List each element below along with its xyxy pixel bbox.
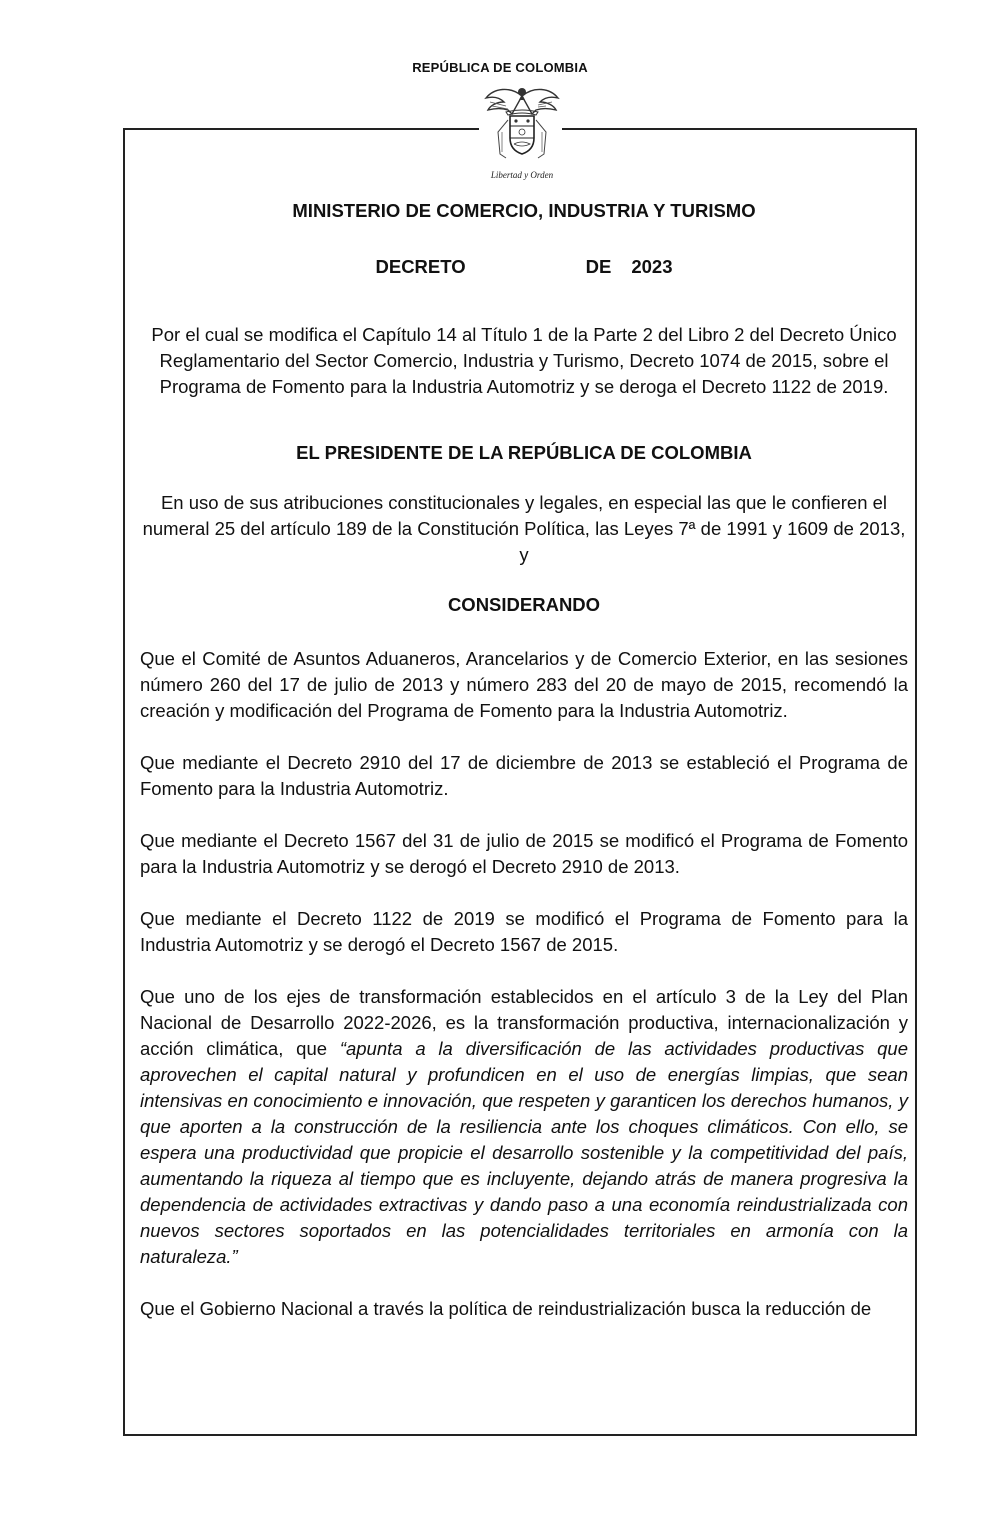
considerando-paragraph-1: Que el Comité de Asuntos Aduaneros, Arancelarios y de Comercio Exterior, en las sesiones número 260 del 17 de julio de 2013 y número 283 del 20 de mayo de 2015, recomendó la creación y modificación del Programa de Fomento para la Industria Automotriz. [140, 648, 908, 721]
paragraph-5-quote: “apunta a la diversificación de las actividades productivas que aprovechen el capital natural y profundicen en el uso de energías limpias, que sean intensivas en conocimiento e innovación, que respeten y garanticen los derechos humanos, y que aporten a la construcción de la resiliencia ante los choques climáticos. Con ello, se espera una productividad que propicie el desarrollo sostenible y la competitividad del país, aumentando la riqueza al tiempo que es incluyente, dejando atrás de manera progresiva la dependencia de actividades extractivas y dando paso a una economía reindustrializada con nuevos sectores soportados en las potencialidades territoriales en armonía con la naturaleza.” [140, 1038, 908, 1267]
decree-heading [140, 254, 908, 280]
considerando-paragraph-4: Que mediante el Decreto 1122 de 2019 se modificó el Programa de Fomento para la Industria Automotriz y se derogó el Decreto 1567 de 2015. [140, 908, 908, 955]
frame-top-right-rule [562, 128, 917, 130]
decree-epigraph: Por el cual se modifica el Capítulo 14 al Título 1 de la Parte 2 del Libro 2 del Decreto Único Reglamentario del Sector Comercio, Industria y Turismo, Decreto 1074 de 2015, sobre el Programa de Fomento para la Industria Automotriz y se deroga el Decreto 1122 de 2019. [151, 324, 897, 397]
decree-label: DECRETO [375, 256, 466, 277]
considerando-heading: CONSIDERANDO [447, 594, 601, 615]
authority-powers: En uso de sus atribuciones constitucionales y legales, en especial las que le confieren el numeral 25 del artículo 189 de la Constitución Política, las Leyes 7ª de 1991 y 1609 de 2013, y [142, 492, 906, 565]
considerando-paragraph-5 [140, 984, 908, 1270]
coat-of-arms-seal [476, 80, 568, 184]
document-body [140, 198, 908, 1322]
authority-title: EL PRESIDENTE DE LA REPÚBLICA DE COLOMBIA [296, 442, 752, 463]
decree-year: 2023 [631, 256, 673, 277]
paragraph-5-intro: Que uno de los ejes de transformación establecidos en el artículo 3 de la Ley del Plan Nacional de Desarrollo 2022-2026, es la transformación productiva, internacionalización y acción climática, que [140, 986, 908, 1059]
ministry-title: MINISTERIO DE COMERCIO, INDUSTRIA Y TURISMO [292, 200, 756, 221]
seal-motto: Libertad y Orden [490, 170, 554, 180]
considerando-paragraph-3: Que mediante el Decreto 1567 del 31 de julio de 2015 se modificó el Programa de Fomento para la Industria Automotriz y se derogó el Decreto 2910 de 2013. [140, 830, 908, 877]
considerando-paragraph-2: Que mediante el Decreto 2910 del 17 de diciembre de 2013 se estableció el Programa de Fomento para la Industria Automotriz. [140, 752, 908, 799]
considerando-paragraph-6: Que el Gobierno Nacional a través la política de reindustrialización busca la reducción de [140, 1298, 872, 1319]
country-header: REPÚBLICA DE COLOMBIA [412, 60, 588, 75]
frame-top-left-rule [123, 128, 479, 130]
decree-de: DE [585, 256, 612, 277]
